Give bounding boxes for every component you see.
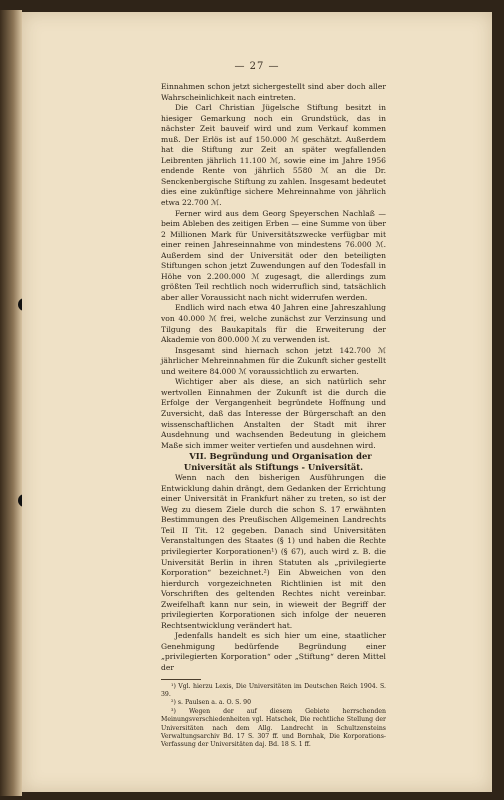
paragraph: Ferner wird aus dem Georg Speyerschen Nachlaß — beim Ableben des zeitigen Erben — eine Summe von über 2 Millionen Mark für Universitätszwecke verfügbar mit einer reinen Jahreseinnahme von mindestens 76.000 ℳ. Außerdem sind der Universität oder den beteiligten Stiftungen schon jetzt Zuwendungen auf den Todesfall in Höhe von 2.200.000 ℳ zugesagt, die allerdings zum größten Teil rechtlich noch widerruflich sind, tatsächlich aber aller Voraussicht nach nicht widerrufen werden. [161, 208, 386, 302]
previous-page-edge [0, 10, 22, 796]
footnote: ¹) Vgl. hierzu Lexis, Die Universitäten im Deutschen Reich 1904. S. 39. [161, 682, 386, 698]
footnote: ³) Wegen der auf diesem Gebiete herrschenden Meinungsverschiedenheiten vgl. Hatschek, Die rechtliche Stellung der Universitäten nach dem Allg. Landrecht in Schultzensteins Verwaltungsarchiv Bd. 17 S. 307 ff. und Bornhak, Die Korporations-Verfassung der Universitäten daj. Bd. 18 S. 1 ff. [161, 707, 386, 749]
paragraph: Insgesamt sind hiernach schon jetzt 142.700 ℳ jährlicher Mehreinnahmen für die Zukunft sicher gestellt und weitere 84.000 ℳ voraussichtlich zu erwarten. [161, 345, 386, 376]
footnote-divider [161, 679, 201, 680]
paragraph: Einnahmen schon jetzt sichergestellt sind aber doch aller Wahrscheinlichkeit nach eintreten. [161, 82, 386, 102]
paragraph: Die Carl Christian Jügelsche Stiftung besitzt in hiesiger Gemarkung noch ein Grundstück, das in nächster Zeit bauveif wird und zum Verkauf kommen muß. Der Erlös ist auf 150.000 ℳ geschätzt. Außerdem hat die Stiftung zur Zeit an später wegfallenden Leibrenten jährlich 11.100 ℳ, sowie eine im Jahre 1956 endende Rente von jährlich 5580 ℳ an die Dr. Senckenbergische Stiftung zu zahlen. Insgesamt bedeutet dies eine zukünftige sichere Mehreinnahme von jährlich etwa 22.700 ℳ. [161, 103, 386, 208]
paragraph: Jedenfalls handelt es sich hier um eine, staatlicher Genehmigung bedürfende Begründung einer „privilegierten Korporation“ oder „Stiftung“ deren Mittel der [161, 631, 386, 672]
section-heading: VII. Begründung und Organisation der Universität als Stiftungs - Universität. [183, 451, 372, 473]
page-body [161, 82, 386, 750]
book-page [22, 12, 492, 792]
footnotes [161, 683, 386, 750]
page-number: — 27 — [234, 61, 280, 72]
paragraph: Wenn nach den bisherigen Ausführungen die Entwicklung dahin drängt, dem Gedanken der Errichtung einer Universität in Frankfurt näher zu treten, so ist der Weg zu diesem Ziele durch die schon S. 17 erwähnten Bestimmungen des Preußischen Allgemeinen Landrechts Teil II Tit. 12 gegeben. Danach sind Universitäten Veranstaltungen des Staates (§ 1) und haben die Rechte privilegierter Korporationen¹) (§ 67), auch wird z. B. die Universität Berlin in ihren Statuten als „privilegierte Korporation“ bezeichnet.²) Ein Abweichen von den hierdurch vorgezeichneten Richtlinien ist mit den Vorschriften des geltenden Rechtes nicht vereinbar. Zweifelhaft kann nur sein, in wieweit der Begriff der privilegierten Korporationen sich infolge der neueren Rechtsentwicklung verändert hat. [161, 473, 386, 630]
paragraph: Wichtiger aber als diese, an sich natürlich sehr wertvollen Einnahmen der Zukunft ist die durch die Erfolge der Vergangenheit begründete Hoffnung und Zuversicht, daß das Interesse der Bürgerschaft an den wissenschaftlichen Anstalten der Stadt mit ihrer Ausdehnung und wachsenden Bedeutung in gleichem Maße sich immer weiter vertiefen und ausdehnen wird. [161, 377, 386, 450]
footnote: ²) s. Paulsen a. a. O. S. 90 [171, 699, 252, 707]
paragraph: Endlich wird nach etwa 40 Jahren eine Jahreszahlung von 40.000 ℳ frei, welche zunächst zur Verzinsung und Tilgung des Baukapitals für die Erweiterung der Akademie von 800.000 ℳ zu verwenden ist. [161, 303, 386, 345]
